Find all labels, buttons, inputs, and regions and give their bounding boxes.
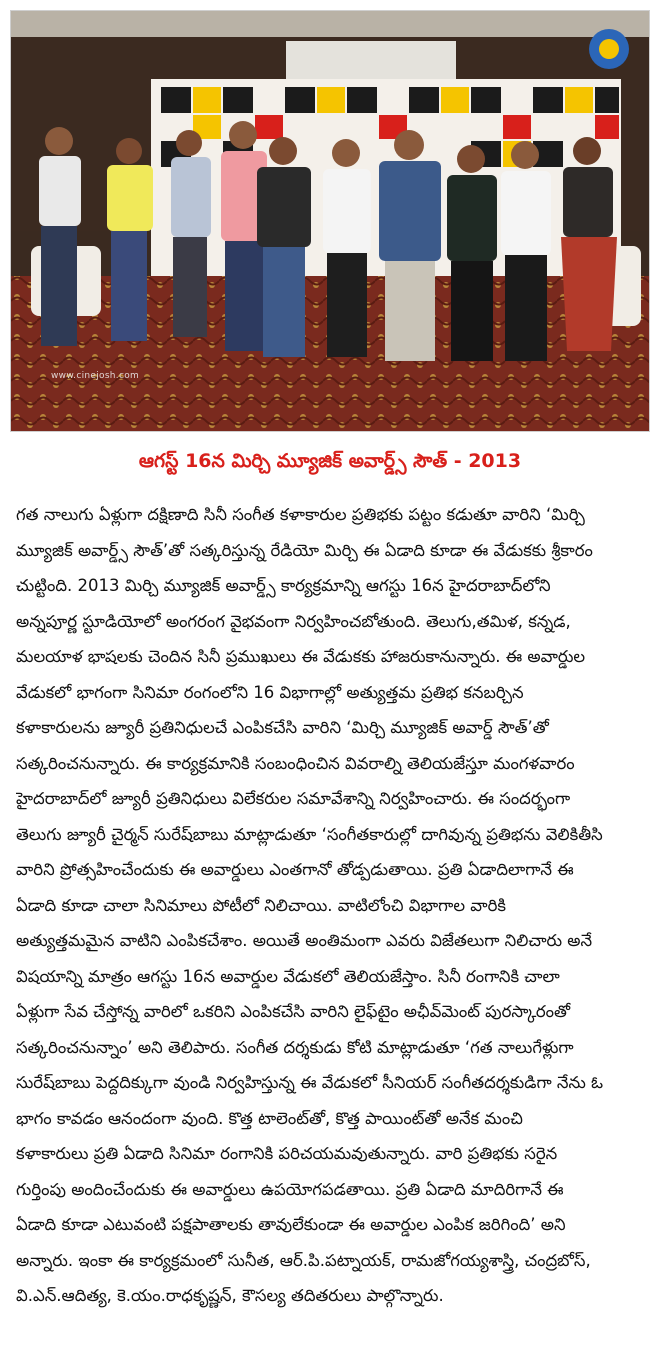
article-line: సత్కరించనున్నారు. ఈ కార్యక్రమానికి సంబంధించిన వివరాల్ని తెలియజేస్తూ మంగళవారం (16, 753, 575, 773)
article-line: కళాకారులను జ్యూరీ ప్రతినిధులచే ఎంపికచేసి వారిని ‘మిర్చి మ్యూజిక్ అవార్డ్ సౌత్’తో (16, 718, 549, 737)
article-line: చుట్టింది. 2013 మిర్చి మ్యూజిక్ అవార్డ్స్ కార్యక్రమాన్ని ఆగస్టు 16న హైదరాబాద్‌లోని (16, 576, 551, 595)
article-line: అత్యుత్తమమైన వాటిని ఎంపికచేశాం. అయితే అంతిమంగా ఎవరు విజేతలుగా నిలిచారు అనే (16, 931, 593, 950)
article-line: విషయాన్ని మాత్రం ఆగస్టు 16న అవార్డుల వేడుకలో తెలియజేస్తాం. సినీ రంగానికి చాలా (16, 966, 560, 986)
article-line: వి.ఎన్.ఆదిత్య, కె.యం.రాధకృష్ణన్, కౌసల్య తదితరులు పాల్గొన్నారు. (16, 1286, 444, 1305)
article-line: వేడుకలో భాగంగా సినిమా రంగంలోని 16 విభాగాల్లో అత్యుత్తమ ప్రతిభ కనబర్చిన (16, 682, 524, 702)
article-line: ఏడాది కూడా చాలా సినిమాలు పోటీలో నిలిచాయి. వాటిలోంచి విభాగాల వారికి (16, 895, 506, 915)
article-line: మ్యూజిక్ అవార్డ్స్ సౌత్’తో సత్కరిస్తున్న రేడియో మిర్చి ఈ ఏడాది కూడా ఈ వేడుకకు శ్రీకారం (16, 540, 593, 560)
press-photo-illustration (11, 11, 649, 431)
article-line: తెలుగు జ్యూరీ చైర్మన్ సురేష్‌బాబు మాట్లాడుతూ ‘సంగీతకారుల్లో దాగివున్న ప్రతిభను వెలికితీసి (16, 824, 603, 844)
article-line: ఏళ్లుగా సేవ చేస్తోన్న వారిలో ఒకరిని ఎంపికచేసి వారిని లైఫ్‌టైం అఛీవ్‌మెంట్ పురస్కారంతో (16, 1002, 571, 1021)
article-line: భాగం కావడం ఆనందంగా వుంది. కొత్త టాలెంట్‌తో, కొత్త పాయింట్‌తో అనేక మంచి (16, 1108, 523, 1128)
photo-watermark: www.cinejosh.com (51, 371, 140, 381)
article-line: అన్నారు. ఇంకా ఈ కార్యక్రమంలో సునీత, ఆర్.పి.పట్నాయక్, రామజోగయ్యశాస్త్రి, చంద్రబోస్, (16, 1250, 591, 1270)
article-line: సురేష్‌బాబు పెద్దదిక్కుగా వుండి నిర్వహిస్తున్న ఈ వేడుకలో సీనియర్ సంగీతదర్శకుడిగా నేను ఓ (16, 1073, 604, 1092)
article-line: గుర్తింపు అందించేందుకు ఈ అవార్డులు ఉపయోగపడతాయి. ప్రతి ఏడాది మాదిరిగానే ఈ (16, 1179, 564, 1199)
article-headline: ఆగస్ట్ 16న మిర్చి మ్యూజిక్ అవార్డ్స్ సౌత్ - 2013 (138, 450, 522, 472)
article-line: హైదరాబాద్‌లో జ్యూరీ ప్రతినిధులు విలేకరుల సమావేశాన్ని నిర్వహించారు. ఈ సందర్భంగా (16, 789, 571, 808)
article-line: గత నాలుగు ఏళ్లుగా దక్షిణాది సినీ సంగీత కళాకారుల ప్రతిభకు పట్టం కడుతూ వారిని ‘మిర్చి (16, 505, 585, 524)
article-line: వారిని ప్రోత్సహించేందుకు ఈ అవార్డులు ఎంతగానో తోడ్పడుతాయి. ప్రతి ఏడాదిలాగానే ఈ (16, 860, 574, 879)
article-line: ఏడాది కూడా ఎటువంటి పక్షపాతాలకు తావులేకుండా ఈ అవార్డుల ఎంపిక జరిగింది’ అని (16, 1215, 566, 1234)
article-line: కళాకారులు ప్రతి ఏడాది సినిమా రంగానికి పరిచయమవుతున్నారు. వారి ప్రతిభకు సరైన (16, 1144, 558, 1163)
site-logo-icon (589, 29, 629, 69)
article-line: అన్నపూర్ణ స్టూడియోలో అంగరంగ వైభవంగా నిర్వహించబోతుంది. తెలుగు,తమిళ, కన్నడ, (16, 611, 571, 631)
article-body (16, 497, 650, 1314)
press-photo (10, 10, 650, 432)
article-line: మలయాళ భాషలకు చెందిన సినీ ప్రముఖులు ఈ వేడుకకు హాజరుకానున్నారు. ఈ అవార్డుల (16, 647, 586, 666)
article-line: సత్కరించనున్నాం’ అని తెలిపారు. సంగీత దర్శకుడు కోటి మాట్లాడుతూ ‘గత నాలుగేళ్లుగా (16, 1037, 574, 1057)
